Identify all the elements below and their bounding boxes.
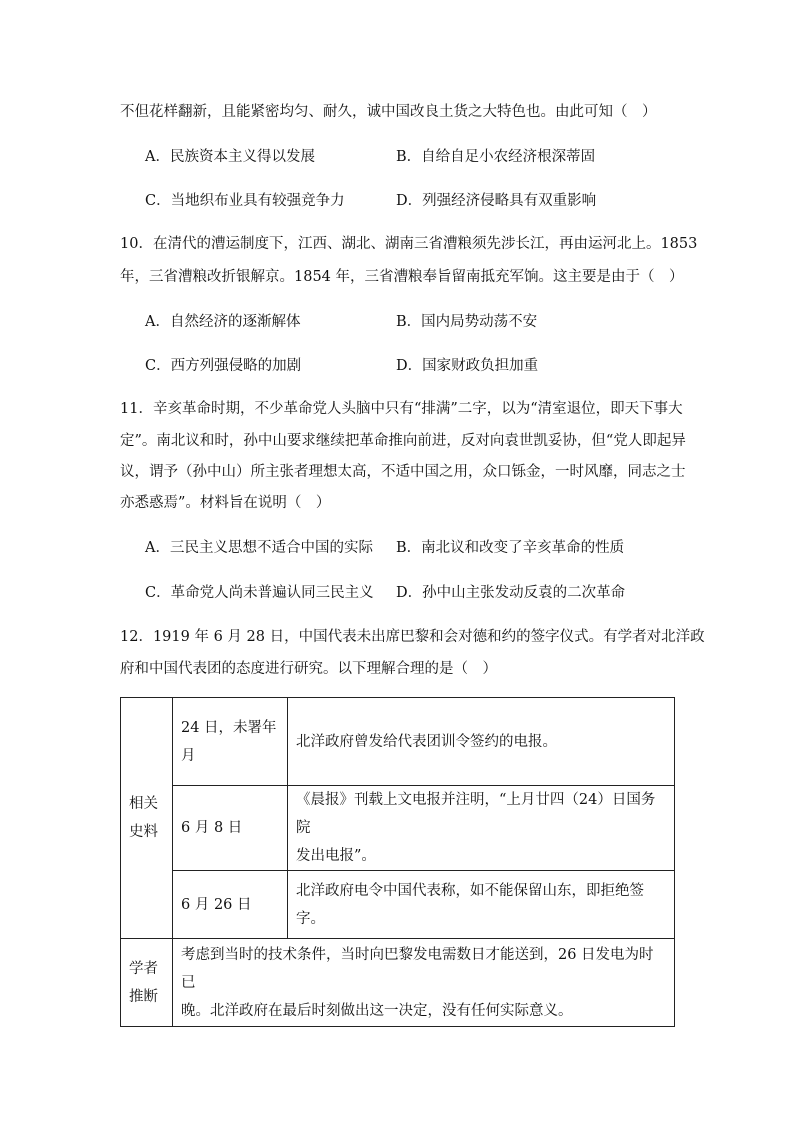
- section-label-line: 相关: [129, 796, 158, 812]
- q10-stem-line-1: 10．在清代的漕运制度下，江西、湖北、湖南三省漕粮须先涉长江，再由运河北上。1853: [120, 236, 698, 252]
- q12-stem-line-1: 12．1919 年 6 月 28 日，中国代表未出席巴黎和会对德和约的签字仪式。有学者对北洋政: [120, 629, 705, 645]
- content-line: 发出电报”。: [296, 848, 376, 864]
- inference-line: 晚。北洋政府在最后时刻做出这一决定，没有任何实际意义。: [181, 1002, 573, 1019]
- q11-option-c[interactable]: C．革命党人尚未普遍认同三民主义: [145, 585, 374, 601]
- section-label-inference: [121, 939, 173, 1027]
- q9-stem-end: 不但花样翻新，且能紧密均匀、耐久，诚中国改良土货之大特色也。由此可知（ ）: [120, 104, 657, 120]
- q12-source-table: [120, 697, 675, 1027]
- q11-stem-line-2: 定”。南北议和时，孙中山要求继续把革命推向前进，反对向袁世凯妥协，但“党人即起异: [120, 433, 686, 449]
- table-cell-content: [288, 698, 675, 786]
- section-label-line: 史料: [129, 824, 158, 840]
- q12-stem-line-2: 府和中国代表团的态度进行研究。以下理解合理的是（ ）: [120, 661, 497, 677]
- q11-stem-line-3: 议，谓予（孙中山）所主张者理想太高，不适中国之用，众口铄金，一时风靡，同志之士: [120, 464, 686, 480]
- table-cell-date: [173, 698, 288, 786]
- q9-option-d[interactable]: D．列强经济侵略具有双重影响: [396, 193, 597, 209]
- q9-option-b[interactable]: B．自给自足小农经济根深蒂固: [396, 149, 596, 165]
- q11-option-a[interactable]: A．三民主义思想不适合中国的实际: [145, 540, 373, 556]
- q11-option-b[interactable]: B．南北议和改变了辛亥革命的性质: [396, 540, 625, 556]
- date-line: 月: [181, 747, 196, 764]
- table-row: [121, 871, 675, 939]
- table-cell-content: [288, 786, 675, 871]
- q10-option-a[interactable]: A．自然经济的逐渐解体: [145, 314, 301, 330]
- date-line: 6 月 26 日: [181, 896, 252, 913]
- table-row: [121, 698, 675, 786]
- table-row: [121, 939, 675, 1027]
- table-cell-date: [173, 786, 288, 871]
- q11-option-d[interactable]: D．孙中山主张发动反袁的二次革命: [396, 585, 626, 601]
- q9-option-a[interactable]: A．民族资本主义得以发展: [145, 149, 315, 165]
- q9-option-c[interactable]: C．当地织布业具有较强竞争力: [145, 193, 345, 209]
- q11-stem-line-1: 11．辛亥革命时期，不少革命党人头脑中只有“排满”二字，以为“清室退位，即天下事大: [120, 401, 683, 417]
- content-line: 《晨报》刊载上文电报并注明，“上月廿四（24）日国务院: [296, 792, 656, 836]
- inference-line: 考虑到当时的技术条件，当时向巴黎发电需数日才能送到，26 日发电为时已: [181, 946, 654, 991]
- q11-stem-line-4: 亦悉惑焉”。材料旨在说明（ ）: [120, 495, 331, 511]
- section-label-sources: [121, 698, 173, 939]
- content-line: 北洋政府电令中国代表称，如不能保留山东，即拒绝签字。: [296, 882, 644, 927]
- table-cell-date: [173, 871, 288, 939]
- q10-stem-line-2: 年，三省漕粮改折银解京。1854 年，三省漕粮奉旨留南抵充军饷。这主要是由于（ ）: [120, 269, 684, 285]
- q10-option-c[interactable]: C．西方列强侵略的加剧: [145, 358, 302, 374]
- date-line: 6 月 8 日: [181, 820, 243, 836]
- section-label-line: 学者: [129, 960, 158, 977]
- table-row: [121, 786, 675, 871]
- q10-option-b[interactable]: B．国内局势动荡不安: [396, 314, 538, 330]
- table-cell-content: [288, 871, 675, 939]
- table-cell-inference: [173, 939, 675, 1027]
- q10-option-d[interactable]: D．国家财政负担加重: [396, 358, 539, 374]
- date-line: 24 日，未署年: [181, 719, 277, 736]
- section-label-line: 推断: [129, 988, 158, 1005]
- content-line: 北洋政府曾发给代表团训令签约的电报。: [296, 733, 557, 750]
